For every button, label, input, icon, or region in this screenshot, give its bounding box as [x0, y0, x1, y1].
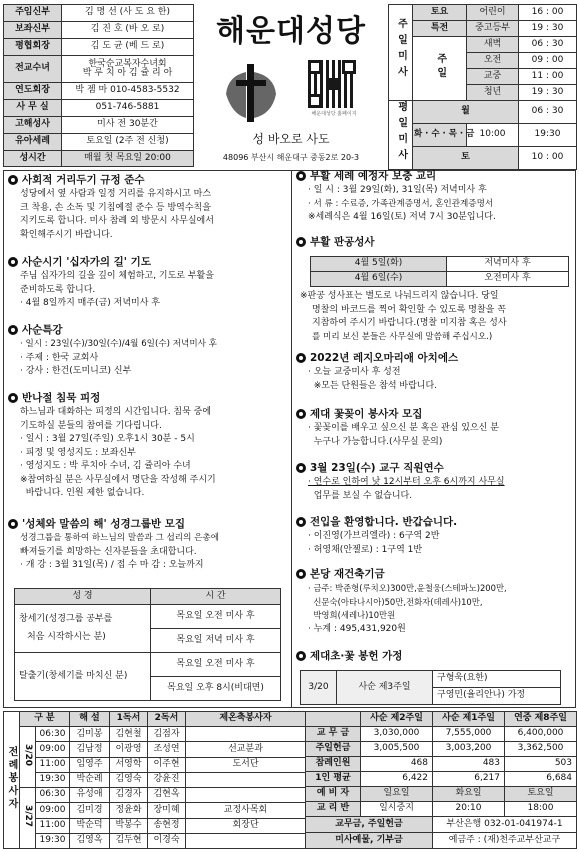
- mass-sub: 새벽: [467, 37, 519, 53]
- section-item: · 서 류 : 수료증, 가족관계증명서, 혼인관계증명서: [308, 198, 494, 209]
- bullet-icon: [296, 569, 306, 579]
- offering-value: 6,684: [505, 772, 577, 787]
- staff-name: 매월 첫 목요일 20:00: [62, 151, 194, 167]
- roster-cell: 이광영: [110, 742, 148, 757]
- roster-cell: [186, 833, 306, 848]
- section-item: · 이진영(가브리엘라) : 6구역 2반: [308, 531, 440, 541]
- offering-value: 6,217: [433, 772, 505, 787]
- roster-cell: 송현정: [148, 818, 186, 833]
- church-header: [196, 2, 386, 166]
- staff-role: 주임신부: [4, 5, 62, 22]
- section-item: 누구나 가능합니다.(사무실 문의): [308, 436, 443, 447]
- left-section-stations: [8, 254, 288, 311]
- roster-cell: 김현철: [110, 727, 148, 742]
- right-section-flowers: [296, 406, 574, 449]
- roster-cell: 김경자: [110, 788, 148, 803]
- section-item: ※참여하실 분은 사무실에서 명단을 작성해 주시기: [20, 474, 216, 485]
- offering-value: 483: [433, 757, 505, 772]
- section-body: 성당에서 옆 사람과 일정 거리를 유지하시고 마스: [20, 189, 212, 199]
- section-body: 주님 십자가의 길을 깊이 체험하고, 기도로 부활을: [20, 271, 214, 281]
- right-section-altar-offering: [296, 648, 574, 664]
- offering-table: [305, 711, 577, 849]
- confession-date: 4월 5일(화): [311, 257, 447, 272]
- right-section-baptism: [296, 168, 574, 225]
- staff-role: 전교수녀: [4, 56, 62, 83]
- rehearsal-time: 일시중지: [361, 802, 433, 817]
- mass-time: 11 : 00: [519, 69, 577, 85]
- section-item: · 금주: 박준형(루치오)300만,윤철웅(스테파노)200만,: [308, 583, 507, 593]
- section-title: 2022년 레지오마리애 아치에스: [310, 352, 459, 364]
- section-title: 본당 재건축기금: [310, 568, 385, 580]
- section-body: 확인해주시기 바랍니다.: [20, 229, 113, 240]
- mass-cat-sunday: 주일: [413, 37, 467, 101]
- row-header: 참례인원: [306, 757, 361, 772]
- section-item: · 피정 및 영성지도 : 보좌신부: [20, 447, 136, 458]
- weekday-time: 19:30: [519, 123, 577, 146]
- col-header: 연중 제8주일: [505, 712, 577, 727]
- bullet-icon: [296, 353, 306, 363]
- section-title: 전입을 환영합니다. 반갑습니다.: [310, 516, 458, 528]
- offering-value: 3,362,500: [505, 742, 577, 757]
- mass-time: 16 : 00: [519, 5, 577, 21]
- rehearsal-time: 20:10: [433, 802, 505, 817]
- section-item: · 누계 : 495,431,920원: [308, 623, 406, 634]
- staff-name: 미사 전 30분간: [62, 117, 194, 134]
- col-header: 해 설: [70, 712, 110, 727]
- weekday-day: 화 · 수 · 목 · 금: [413, 123, 467, 146]
- staff-name: [62, 56, 194, 83]
- bullet-icon: [8, 519, 18, 529]
- group-time: 목요일 오후 8시(비대면): [151, 677, 281, 701]
- roster-cell: 교정사목회: [186, 803, 306, 818]
- roster-time: 06:30: [36, 788, 70, 803]
- staff-table: [3, 4, 194, 167]
- col-header: 시 간: [151, 589, 281, 605]
- mass-sub: 어린이: [467, 5, 519, 21]
- row-header: 교 리 반: [306, 802, 361, 817]
- bullet-icon: [296, 517, 306, 527]
- section-item: · 꽃꽂이를 배우고 싶으신 분 혹은 관심 있으신 분: [308, 423, 499, 433]
- roster-date: 3/20: [20, 727, 36, 788]
- roster-cell: 김미경: [70, 803, 110, 818]
- roster-cell: 강윤진: [148, 772, 186, 787]
- bullet-icon: [296, 171, 306, 181]
- staff-name-line2: 박 루 치 아 김 쥴 리 아: [82, 68, 173, 78]
- roster-cell: 박순례: [70, 772, 110, 787]
- roster-cell: 장미혜: [148, 803, 186, 818]
- account-bank: 부산은행 032-01-041974-1: [433, 817, 577, 833]
- weekday-time: 10:00: [467, 123, 519, 146]
- staff-name: 박 젬 마 010-4583-5532: [62, 83, 194, 100]
- bible-group-table: [14, 588, 281, 701]
- mass-cat: 특전: [413, 21, 467, 37]
- offering-value: 6,422: [361, 772, 433, 787]
- left-section-bible-group: [8, 516, 288, 573]
- roster-cell: 김영옥: [70, 833, 110, 848]
- left-section-lecture: [8, 322, 288, 379]
- section-title: 제대초·꽃 봉헌 가정: [310, 650, 403, 662]
- staff-role: 연도회장: [4, 83, 62, 100]
- col-header: 제온축봉사자: [186, 712, 306, 727]
- sunday-mass-label: 주일미사: [389, 5, 413, 101]
- section-body: 기도하실 분들의 참여를 기다립니다.: [20, 420, 162, 431]
- staff-role: 유아세례: [4, 134, 62, 151]
- section-item: 업무를 보실 수 없습니다.: [308, 490, 413, 501]
- mass-sub: 교중: [467, 69, 519, 85]
- mass-sub: 청년: [467, 85, 519, 101]
- section-item: · 강사 : 한건(도미니코) 신부: [20, 366, 132, 376]
- staff-name: 김 도 균 (베 드 로): [62, 39, 194, 56]
- group-name: [15, 605, 151, 653]
- offering-value: 7,555,000: [433, 727, 505, 742]
- roster-cell: 임영주: [70, 757, 110, 772]
- altar-offering-table: [300, 670, 561, 705]
- section-item: 바랍니다. 인원 제한 없습니다.: [20, 488, 145, 498]
- section-item: ※세례식은 4월 16일(토) 저녁 7시 30분입니다.: [308, 212, 496, 222]
- qr-caption: 해운대성당 홈페이지: [311, 111, 357, 117]
- roster-time: 11:00: [36, 818, 70, 833]
- roster-cell: 김남정: [70, 742, 110, 757]
- confession-time: 오전미사 후: [447, 272, 569, 287]
- bullet-icon: [296, 463, 306, 473]
- mass-time: 09 : 00: [519, 53, 577, 69]
- right-section-confession: [296, 234, 574, 250]
- mass-sub: 중고등부: [467, 21, 519, 37]
- row-header: 예 비 자: [306, 787, 361, 802]
- group-name-line: 창세기(성경그룹 공부를: [19, 614, 113, 625]
- bullet-icon: [8, 175, 18, 185]
- section-body: 를 미리 보신 분들은 사무실에 말씀해 주십시오.): [312, 331, 493, 342]
- service-roster-table: [3, 711, 306, 849]
- section-item: · 일시 : 3월 27일(주일) 오후1시 30분 - 5시: [20, 434, 195, 444]
- account-label: 교무금, 주일헌금: [306, 817, 433, 833]
- roster-cell: 박순덕: [70, 818, 110, 833]
- bullet-icon: [8, 393, 18, 403]
- left-section-distancing: [8, 172, 288, 242]
- roster-cell: [186, 788, 306, 803]
- bullet-icon: [8, 257, 18, 267]
- staff-name-line1: 한국순교복자수녀회: [88, 58, 167, 69]
- section-body: 명찰의 바코드를 찍어 확인할 수 있도록 명찰을 꼭: [312, 304, 506, 315]
- mass-time: 06 : 30: [519, 37, 577, 53]
- weekday-mass-label: 평일미사: [389, 101, 413, 170]
- roster-cell: 이주현: [148, 757, 186, 772]
- section-title: 부활 세례 예정자 보충 교리: [310, 170, 437, 182]
- bullet-icon: [296, 651, 306, 661]
- section-body: 준비하도록 합니다.: [20, 284, 96, 295]
- roster-cell: 선교분과: [186, 742, 306, 757]
- roster-cell: 정윤화: [110, 803, 148, 818]
- roster-cell: 김현옥: [148, 788, 186, 803]
- section-item: · 오늘 교중미사 후 성전: [308, 367, 401, 377]
- right-section-acies: [296, 350, 574, 393]
- section-body: 크 착용, 손 소독 및 기침예절 준수 등 방역수칙을: [20, 202, 211, 213]
- roster-cell: 도서단: [186, 757, 306, 772]
- col-header: 2독서: [148, 712, 186, 727]
- group-name: 탈출기(창세기를 마치신 분): [15, 653, 151, 701]
- section-title: 사순특강: [22, 324, 63, 336]
- rehearsal-day: 토요일: [505, 787, 577, 802]
- bullet-icon: [8, 325, 18, 335]
- section-item: · 허영채(안젤로) : 1구역 1반: [308, 544, 423, 555]
- staff-name: 051-746-5881: [62, 100, 194, 117]
- mass-cat: 토요: [413, 5, 467, 21]
- roster-cell: 김점자: [148, 727, 186, 742]
- mass-time: 19 : 30: [519, 85, 577, 101]
- column-divider: [291, 170, 292, 708]
- offering-date: 3/20: [301, 671, 337, 705]
- staff-name: 김 명 선 (사 도 요 한): [62, 5, 194, 22]
- bullet-icon: [296, 409, 306, 419]
- roster-cell: 조성연: [148, 742, 186, 757]
- weekday-time: 06 : 30: [519, 101, 577, 124]
- row-header: 1인 평균: [306, 772, 361, 787]
- roster-time: 19:30: [36, 833, 70, 848]
- section-title: 사회적 거리두기 규정 준수: [22, 174, 145, 186]
- section-item: · 4월 8일까지 매주(금) 저녁미사 후: [20, 298, 160, 308]
- row-header: 교 무 금: [306, 727, 361, 742]
- section-item: 신문숙(아타나시아)50만,전화자(데레사)10만,: [308, 596, 483, 607]
- account-label: 미사예물, 기부금: [306, 833, 433, 849]
- staff-role: 보좌신부: [4, 22, 62, 39]
- section-item: · 연수로 인하여 낮 12시부터 오후 6시까지 사무실: [308, 477, 505, 487]
- right-section-rebuild-fund: [296, 566, 574, 636]
- section-body: 지키도록 합니다. 미사 참례 외 방문시 사무실에서: [20, 216, 214, 226]
- roster-cell: 김두현: [110, 833, 148, 848]
- offering-desc: 사순 제3주일: [337, 671, 433, 705]
- section-item: · 주제 : 한국 교회사: [20, 352, 99, 363]
- group-time: 목요일 오전 미사 후: [151, 605, 281, 629]
- section-item: · 개 강 : 3월 31일(목) / 접 수 마 감 : 오늘까지: [20, 560, 204, 570]
- section-title: 사순시기 '십자가의 길' 기도: [22, 256, 151, 268]
- cross-logo-icon: [220, 60, 282, 126]
- offering-value: 503: [505, 757, 577, 772]
- section-item: · 일시 : 23일(수)/30일(수)/4월 6일(수) 저녁미사 후: [20, 339, 217, 349]
- roster-cell: [186, 772, 306, 787]
- roster-cell: 박봉수: [110, 818, 148, 833]
- roster-cell: 김미봉: [70, 727, 110, 742]
- rehearsal-day: 일요일: [361, 787, 433, 802]
- section-item: · 영성지도 : 박 루치아 수녀, 김 쥴리아 수녀: [20, 461, 191, 471]
- roster-title: 전례봉사자: [4, 712, 20, 849]
- bullet-icon: [296, 237, 306, 247]
- rehearsal-day: 화요일: [433, 787, 505, 802]
- offering-value: 3,003,200: [433, 742, 505, 757]
- church-logo: [220, 60, 282, 126]
- confession-date: 4월 6일(수): [311, 272, 447, 287]
- roster-time: 06:30: [36, 727, 70, 742]
- roster-time: 09:00: [36, 803, 70, 818]
- mass-table: [388, 4, 577, 170]
- section-body: 빠져들기를 희망하는 신자분들을 초대합니다.: [20, 546, 197, 557]
- weekday-day: 월: [413, 101, 519, 124]
- offering-value: 6,400,000: [505, 727, 577, 742]
- roster-cell: 회장단: [186, 818, 306, 833]
- section-body: 성경그룹을 통하여 하느님의 말씀과 그 섭리의 은총에: [20, 533, 220, 543]
- right-section-staff-training: [296, 460, 574, 503]
- section-item: 박영희(세레나)10만원: [308, 610, 396, 620]
- col-header: 성 경: [15, 589, 151, 605]
- roster-time: 19:30: [36, 772, 70, 787]
- qr-code[interactable]: [308, 60, 356, 108]
- col-header: 사순 제1주일: [433, 712, 505, 727]
- roster-date: 3/27: [20, 788, 36, 849]
- row-header: 주일헌금: [306, 742, 361, 757]
- offering-family: 구영민(율리안나) 가정: [433, 688, 561, 705]
- group-time: 목요일 오전 미사 후: [151, 653, 281, 677]
- section-item: · 일 시 : 3월 29일(화), 31일(목) 저녁미사 후: [308, 185, 487, 195]
- left-section-retreat: [8, 390, 288, 501]
- col-header: [306, 712, 361, 727]
- staff-role: 고해성사: [4, 117, 62, 134]
- roster-cell: 서영학: [110, 757, 148, 772]
- staff-name: 김 진 호 (바 오 로): [62, 22, 194, 39]
- col-header: 사순 제2주일: [361, 712, 433, 727]
- mass-time: 19 : 30: [519, 21, 577, 37]
- roster-cell: 유성애: [70, 788, 110, 803]
- roster-cell: [186, 727, 306, 742]
- weekday-day: 토: [413, 146, 519, 169]
- weekday-time: 10 : 00: [519, 146, 577, 169]
- right-section-welcome: [296, 514, 574, 557]
- staff-role: 사 무 실: [4, 100, 62, 117]
- staff-name: 토요일 (2주 전 신청): [62, 134, 194, 151]
- col-header: 1독서: [110, 712, 148, 727]
- group-name-line: 처음 시작하시는 분): [27, 631, 106, 642]
- staff-role: 성시간: [4, 151, 62, 167]
- staff-role: 평협회장: [4, 39, 62, 56]
- offering-value: 3,030,000: [361, 727, 433, 742]
- roster-cell: 김영숙: [110, 772, 148, 787]
- church-title: 해운대성당: [216, 14, 366, 49]
- confession-time: 저녁미사 후: [447, 257, 569, 272]
- section-body: 지참하여 주시기 바랍니다.(명찰 미지참 혹은 성사: [312, 318, 507, 328]
- offering-value: 468: [361, 757, 433, 772]
- section-title: 제대 꽃꽂이 봉사자 모집: [310, 408, 423, 420]
- section-body: ※판공 성사표는 별도로 나눠드리지 않습니다. 당일: [300, 291, 499, 301]
- section-title: 반나절 침묵 피정: [22, 392, 101, 404]
- section-item: ※모든 단원들은 참석 바랍니다.: [308, 380, 438, 391]
- section-body: 하느님과 대화하는 피정의 시간입니다. 침묵 중에: [20, 407, 212, 417]
- patron-name: 성 바오로 사도: [252, 132, 330, 146]
- rehearsal-time: 18:00: [505, 802, 577, 817]
- mass-sub: 오전: [467, 53, 519, 69]
- section-title: '성체와 말씀의 해' 성경그룹반 모집: [22, 518, 186, 530]
- account-holder: 예금주 : (재)천주교부산교구: [433, 833, 577, 849]
- offering-value: 3,005,500: [361, 742, 433, 757]
- roster-time: 11:00: [36, 757, 70, 772]
- col-header: 구 분: [20, 712, 70, 727]
- roster-cell: 이경숙: [148, 833, 186, 848]
- confession-table: [310, 256, 569, 287]
- group-time: 목요일 저녁 미사 후: [151, 629, 281, 653]
- offering-family: 구형욱(요한): [433, 671, 561, 688]
- church-address: 48096 부산시 해운대구 중동2로 20-3: [222, 153, 360, 162]
- confession-note: [300, 290, 574, 344]
- roster-time: 09:00: [36, 742, 70, 757]
- section-title: 3월 23일(수) 교구 직원연수: [310, 462, 444, 474]
- section-title: 부활 판공성사: [310, 236, 375, 248]
